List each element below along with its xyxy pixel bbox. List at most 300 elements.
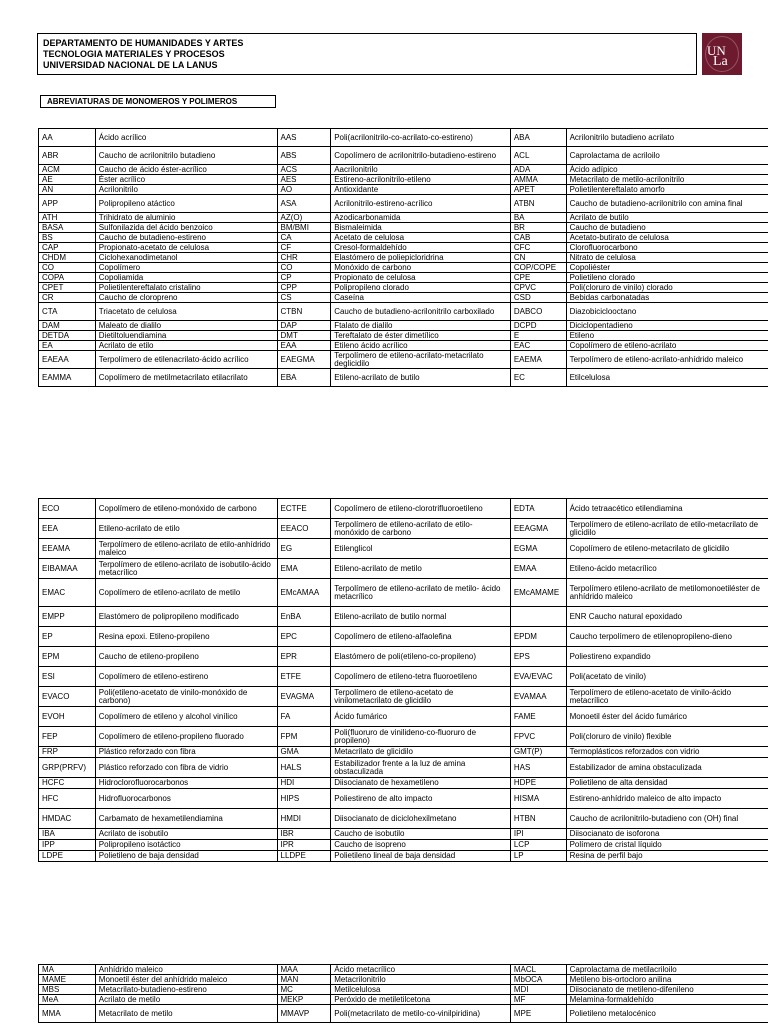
table-row <box>39 175 768 185</box>
abbreviations-table-2 <box>38 498 768 862</box>
abbr-code: LDPE <box>39 851 96 862</box>
abbr-meaning: Caucho de cloropreno <box>95 293 277 303</box>
table-row <box>39 519 768 539</box>
abbr-meaning: Termoplásticos reforzados con vidrio <box>566 747 768 758</box>
abbr-code: ESI <box>39 667 96 687</box>
abbr-meaning: Ácido fumárico <box>331 707 511 727</box>
abbr-meaning: Etilenglicol <box>331 539 511 559</box>
abbr-meaning: Caucho de etileno-propileno <box>95 647 277 667</box>
abbr-code: MPE <box>510 1005 566 1023</box>
abbr-meaning: Poli(cloruro de vinilo) flexible <box>566 727 768 747</box>
abbr-meaning: Caucho de butadieno <box>566 223 768 233</box>
table-row <box>39 840 768 851</box>
abbr-code: EBA <box>277 369 331 387</box>
abbreviations-table-3 <box>38 964 768 1023</box>
table-row <box>39 607 768 627</box>
abbr-meaning: Metacrilonitrilo <box>331 975 511 985</box>
abbr-meaning: Etileno ácido acrílico <box>331 341 511 351</box>
abbr-code: IPI <box>510 829 566 840</box>
abbr-code: ACM <box>39 165 96 175</box>
abbr-meaning: Acrilonitrilo <box>95 185 277 195</box>
abbr-code: COPA <box>39 273 96 283</box>
abbr-meaning: Terpolímero de etileno-acrilato de isobutilo-ácido metacrílico <box>95 559 277 579</box>
table-row <box>39 283 768 293</box>
abbr-meaning: Etileno-acrilato de butilo normal <box>331 607 511 627</box>
abbr-meaning: Caucho de ácido éster-acrílico <box>95 165 277 175</box>
abbr-code: EPDM <box>510 627 566 647</box>
abbr-code: GRP(PRFV) <box>39 758 96 778</box>
table-row <box>39 195 768 213</box>
abbr-code: ASA <box>277 195 331 213</box>
abbr-code: ABR <box>39 147 96 165</box>
abbr-code: MAA <box>277 965 331 975</box>
abbr-meaning: Terpolímero de etileno-acrilato de etilo-monóxido de carbono <box>331 519 511 539</box>
abbr-code: E <box>510 331 566 341</box>
abbr-code: EEACO <box>277 519 331 539</box>
abbr-meaning: Ciclohexanodimetanol <box>95 253 277 263</box>
abbr-code: CAP <box>39 243 96 253</box>
table-row <box>39 747 768 758</box>
abbr-code: CS <box>277 293 331 303</box>
abbr-meaning: Ácido adípico <box>566 165 768 175</box>
abbr-meaning: Carbamato de hexametilendiamina <box>95 809 277 829</box>
table-row <box>39 829 768 840</box>
abbr-meaning: Tereftalato de éster dimetílico <box>331 331 511 341</box>
abbr-code: EPS <box>510 647 566 667</box>
abbr-code: BS <box>39 233 96 243</box>
abbr-code: CO <box>277 263 331 273</box>
abbr-code: FPM <box>277 727 331 747</box>
abbr-meaning: Terpolímero de etilenacrilato-ácido acrílico <box>95 351 277 369</box>
abbr-meaning: Terpolímero de etileno-acrilato-anhídrido maleico <box>566 351 768 369</box>
table-row <box>39 165 768 175</box>
abbr-meaning: Estireno-anhídrido maleico de alto impacto <box>566 789 768 809</box>
table-row <box>39 627 768 647</box>
abbr-meaning: Metacrilato de metilo-acrilonitrilo <box>566 175 768 185</box>
abbr-code: ECO <box>39 499 96 519</box>
abbr-code: LLDPE <box>277 851 331 862</box>
abbr-meaning: Resina de perfil bajo <box>566 851 768 862</box>
abbr-meaning: Caucho terpolímero de etilenopropileno-dieno <box>566 627 768 647</box>
abbr-meaning: Diisocianato de isoforona <box>566 829 768 840</box>
table-row <box>39 303 768 321</box>
abbr-code: BM/BMI <box>277 223 331 233</box>
abbr-meaning: Terpolímero de etileno-acetato de vinilometacrilato de glicidilo <box>331 687 511 707</box>
abbr-meaning: Anhídrido maleico <box>95 965 277 975</box>
abbr-meaning: Nitrato de celulosa <box>566 253 768 263</box>
abbr-code: MACL <box>510 965 566 975</box>
abbr-code: EEA <box>39 519 96 539</box>
abbr-code: IBA <box>39 829 96 840</box>
abbr-code: FAME <box>510 707 566 727</box>
abbr-meaning: Poliestireno de alto impacto <box>331 789 511 809</box>
abbr-code: DETDA <box>39 331 96 341</box>
abbr-code: MC <box>277 985 331 995</box>
abbr-meaning: Polietileno clorado <box>566 273 768 283</box>
abbr-meaning: Terpolímero de etileno-acrilato de metilo- ácido metacrílico <box>331 579 511 607</box>
abbr-meaning: Dietiltoluendiamina <box>95 331 277 341</box>
abbr-meaning: Melamina-formaldehído <box>566 995 768 1005</box>
abbr-code: EnBA <box>277 607 331 627</box>
table-row <box>39 213 768 223</box>
abbr-code: ATBN <box>510 195 566 213</box>
abbr-meaning: Copolímero de etileno-acrilato de metilo <box>95 579 277 607</box>
abbr-meaning: Polietileno de alta densidad <box>566 778 768 789</box>
abbr-code: MEKP <box>277 995 331 1005</box>
table-row <box>39 293 768 303</box>
abbr-code: FEP <box>39 727 96 747</box>
table-row <box>39 499 768 519</box>
table-row <box>39 243 768 253</box>
university-logo <box>702 33 742 75</box>
abbr-meaning: Polímero de cristal líquido <box>566 840 768 851</box>
abbr-code: IBR <box>277 829 331 840</box>
abbr-meaning: Copolímero de etileno-clorotrifluoroetileno <box>331 499 511 519</box>
abbr-code: EAEMA <box>510 351 566 369</box>
table-row <box>39 185 768 195</box>
abbr-code: EA <box>39 341 96 351</box>
abbr-meaning: Caucho de acrilonitrilo-butadieno con (OH) final <box>566 809 768 829</box>
course-name: TECNOLOGIA MATERIALES Y PROCESOS <box>43 49 225 59</box>
abbr-meaning: Resina epoxi. Etileno-propileno <box>95 627 277 647</box>
abbr-code: MBS <box>39 985 96 995</box>
abbr-meaning: Plástico reforzado con fibra <box>95 747 277 758</box>
abbr-code: AA <box>39 129 96 147</box>
abbr-code: CTA <box>39 303 96 321</box>
abbr-code: EDTA <box>510 499 566 519</box>
abbr-meaning: ENR Caucho natural epoxidado <box>566 607 768 627</box>
abbr-meaning: Aacrilonitrilo <box>331 165 511 175</box>
abbr-meaning: Caprolactama de acriloilo <box>566 147 768 165</box>
abbr-code: ETFE <box>277 667 331 687</box>
abbr-code: EMPP <box>39 607 96 627</box>
abbr-meaning: Acetato-butirato de celulosa <box>566 233 768 243</box>
table-row <box>39 369 768 387</box>
abbr-meaning: Sulfonilazida del ácido benzoico <box>95 223 277 233</box>
abbr-code: EVAMAA <box>510 687 566 707</box>
abbr-meaning: Acrilonitrilo butadieno acrilato <box>566 129 768 147</box>
abbr-meaning: Terpolímero de etileno-acetato de vinilo-ácido metacrílico <box>566 687 768 707</box>
abbr-code: GMT(P) <box>510 747 566 758</box>
abbr-meaning: Copolímero de etileno-propileno fluorado <box>95 727 277 747</box>
abbr-code: FRP <box>39 747 96 758</box>
abbr-meaning: Monoetil éster del ácido fumárico <box>566 707 768 727</box>
abbr-code: CPVC <box>510 283 566 293</box>
abbr-meaning: Éster acrílico <box>95 175 277 185</box>
table-row <box>39 253 768 263</box>
abbr-code: EGMA <box>510 539 566 559</box>
abbr-meaning: Polipropileno atáctico <box>95 195 277 213</box>
abbr-meaning: Copoliéster <box>566 263 768 273</box>
abbr-meaning: Caucho de butadieno-estireno <box>95 233 277 243</box>
abbr-code: DAP <box>277 321 331 331</box>
abbr-meaning: Poli(metacrilato de metilo-co-vinilpiridina) <box>331 1005 511 1023</box>
table-row <box>39 147 768 165</box>
abbr-meaning: Trihidrato de aluminio <box>95 213 277 223</box>
abbr-code: AO <box>277 185 331 195</box>
abbr-meaning: Estireno-acrilonitrilo-etileno <box>331 175 511 185</box>
logo-text-la: La <box>713 54 728 69</box>
abbr-code: MMA <box>39 1005 96 1023</box>
table-row <box>39 707 768 727</box>
abbr-code: CTBN <box>277 303 331 321</box>
abbr-meaning: Estabilizador frente a la luz de amina obstaculizada <box>331 758 511 778</box>
abbr-code: AE <box>39 175 96 185</box>
abbr-meaning: Caucho de butadieno-acrilonitrilo con amina final <box>566 195 768 213</box>
abbr-meaning: Caseína <box>331 293 511 303</box>
abbr-code: ECTFE <box>277 499 331 519</box>
abbr-meaning: Terpolímero de etileno-acrilato de etilo-anhídrido maleico <box>95 539 277 559</box>
abbr-code: CR <box>39 293 96 303</box>
abbr-code: BR <box>510 223 566 233</box>
abbr-code: AMMA <box>510 175 566 185</box>
table-row <box>39 539 768 559</box>
abbr-meaning: Diisocianato de metileno-difenileno <box>566 985 768 995</box>
abbr-code: CHR <box>277 253 331 263</box>
abbr-code: EPM <box>39 647 96 667</box>
abbr-meaning: Copolímero de etileno y alcohol vinílico <box>95 707 277 727</box>
abbr-meaning: Caucho de isopreno <box>331 840 511 851</box>
abbr-meaning: Metacrilato de glicidilo <box>331 747 511 758</box>
abbr-meaning: Terpolímero de etileno-acrilato de etilo-metacrilato de glicidilo <box>566 519 768 539</box>
abbr-meaning: Polietilentereftalato cristalino <box>95 283 277 293</box>
abbr-meaning: Bismaleimida <box>331 223 511 233</box>
abbr-meaning: Etileno-acrilato de metilo <box>331 559 511 579</box>
abbr-meaning: Polietileno de baja densidad <box>95 851 277 862</box>
abbr-code: CA <box>277 233 331 243</box>
abbr-code: MAN <box>277 975 331 985</box>
abbr-code: EMcAMAA <box>277 579 331 607</box>
abbr-code: IPP <box>39 840 96 851</box>
abbr-meaning: Ácido metacrílico <box>331 965 511 975</box>
abbr-code: EMAC <box>39 579 96 607</box>
abbr-meaning: Polietilentereftalato amorfo <box>566 185 768 195</box>
abbr-code: EAEAA <box>39 351 96 369</box>
abbr-code: EAA <box>277 341 331 351</box>
table-row <box>39 995 768 1005</box>
abbr-code: EMA <box>277 559 331 579</box>
abbr-meaning: Poli(fluoruro de vinilideno-co-fluoruro de propileno) <box>331 727 511 747</box>
table-row <box>39 559 768 579</box>
abbr-meaning: Metilcelulosa <box>331 985 511 995</box>
abbr-meaning: Monoetil éster del anhídrido maleico <box>95 975 277 985</box>
abbreviations-table-1 <box>38 128 768 387</box>
abbr-meaning: Metacrilato-butadieno-estireno <box>95 985 277 995</box>
abbr-meaning: Peróxido de metiletilcetona <box>331 995 511 1005</box>
abbr-code: HDPE <box>510 778 566 789</box>
abbr-code: HCFC <box>39 778 96 789</box>
abbr-meaning: Triacetato de celulosa <box>95 303 277 321</box>
abbr-meaning: Copolímero de etileno-monóxido de carbono <box>95 499 277 519</box>
abbr-code: MDI <box>510 985 566 995</box>
abbr-meaning: Etileno-acrilato de butilo <box>331 369 511 387</box>
abbr-code: ACL <box>510 147 566 165</box>
abbr-meaning: Poli(acrilonitrilo-co-acrilato-co-estireno) <box>331 129 511 147</box>
abbr-code: ADA <box>510 165 566 175</box>
abbr-meaning: Diciclopentadieno <box>566 321 768 331</box>
table-row <box>39 809 768 829</box>
abbr-meaning: Poli(acetato de vinilo) <box>566 667 768 687</box>
abbr-meaning: Bebidas carbonatadas <box>566 293 768 303</box>
abbr-meaning: Acrilonitrilo-estireno-acrílico <box>331 195 511 213</box>
abbr-code: BASA <box>39 223 96 233</box>
abbr-meaning: Polietileno lineal de baja densidad <box>331 851 511 862</box>
abbr-meaning: Etileno <box>566 331 768 341</box>
abbr-code: EAEGMA <box>277 351 331 369</box>
table-row <box>39 273 768 283</box>
abbr-code: DABCO <box>510 303 566 321</box>
abbr-meaning: Diisocianato de diciclohexilmetano <box>331 809 511 829</box>
abbr-code: EVOH <box>39 707 96 727</box>
abbr-meaning: Poliestireno expandido <box>566 647 768 667</box>
abbr-meaning: Antioxidante <box>331 185 511 195</box>
abbr-code: HMDAC <box>39 809 96 829</box>
abbr-meaning: Metileno bis-ortocloro anilina <box>566 975 768 985</box>
abbr-meaning: Etileno-acrilato de etilo <box>95 519 277 539</box>
abbr-meaning: Azodicarbonamida <box>331 213 511 223</box>
abbr-code: GMA <box>277 747 331 758</box>
abbr-code: CPET <box>39 283 96 293</box>
table-row <box>39 579 768 607</box>
abbr-meaning: Estabilizador de amina obstaculizada <box>566 758 768 778</box>
abbr-meaning: Etilcelulosa <box>566 369 768 387</box>
abbr-code: DMT <box>277 331 331 341</box>
abbr-code: CP <box>277 273 331 283</box>
abbr-meaning: Elastómero de poli(etileno-co-propileno) <box>331 647 511 667</box>
table-row <box>39 789 768 809</box>
abbr-meaning: Polipropileno isotáctico <box>95 840 277 851</box>
abbr-meaning: Terpolímero etileno-acrilato de metilomonoetiléster de anhídrido maleico <box>566 579 768 607</box>
abbr-code: EVA/EVAC <box>510 667 566 687</box>
abbr-code: DAM <box>39 321 96 331</box>
abbr-meaning: Metacrilato de metilo <box>95 1005 277 1023</box>
abbr-meaning: Hidrofluorocarbonos <box>95 789 277 809</box>
abbr-meaning: Copolímero de etileno-tetra fluoroetileno <box>331 667 511 687</box>
abbr-meaning: Terpolímero de etileno-acrilato-metacrilato deglicidilo <box>331 351 511 369</box>
table-row <box>39 965 768 975</box>
abbr-code: ATH <box>39 213 96 223</box>
abbr-code: EMAA <box>510 559 566 579</box>
abbr-meaning: Monóxido de carbono <box>331 263 511 273</box>
abbr-meaning: Caucho de isobutilo <box>331 829 511 840</box>
table-row <box>39 667 768 687</box>
abbr-code: CPP <box>277 283 331 293</box>
abbr-code: COP/COPE <box>510 263 566 273</box>
table-row <box>39 985 768 995</box>
abbr-code: MbOCA <box>510 975 566 985</box>
abbr-meaning: Acrilato de metilo <box>95 995 277 1005</box>
abbr-meaning: Diazobiciclooctano <box>566 303 768 321</box>
section-title: ABREVIATURAS DE MONOMEROS Y POLIMEROS <box>40 95 276 108</box>
abbr-code: AES <box>277 175 331 185</box>
table-row <box>39 1005 768 1023</box>
logo-text-un: UN <box>707 43 726 58</box>
abbr-meaning: Copolímero <box>95 263 277 273</box>
abbr-code: EAC <box>510 341 566 351</box>
abbr-code: ABS <box>277 147 331 165</box>
university-name: UNIVERSIDAD NACIONAL DE LA LANUS <box>43 60 218 70</box>
abbr-meaning: Caucho de butadieno-acrilonitrilo carboxilado <box>331 303 511 321</box>
abbr-meaning: Copolímero de metilmetacrilato etilacrilato <box>95 369 277 387</box>
abbr-code: CF <box>277 243 331 253</box>
abbr-code: EMcAMAME <box>510 579 566 607</box>
table-row <box>39 851 768 862</box>
abbr-meaning: Cresol-formaldehído <box>331 243 511 253</box>
abbr-meaning: Acrilato de isobutilo <box>95 829 277 840</box>
abbr-code: FA <box>277 707 331 727</box>
abbr-code: DCPD <box>510 321 566 331</box>
abbr-meaning: Acrilato de butilo <box>566 213 768 223</box>
abbr-code: CHDM <box>39 253 96 263</box>
abbr-meaning: Hidroclorofluorocarbonos <box>95 778 277 789</box>
table-row <box>39 129 768 147</box>
table-row <box>39 727 768 747</box>
abbr-code: EC <box>510 369 566 387</box>
abbr-meaning: Polietileno metalocénico <box>566 1005 768 1023</box>
abbr-code: MA <box>39 965 96 975</box>
abbr-meaning: Poli(etileno-acetato de vinilo-monóxido de carbono) <box>95 687 277 707</box>
abbr-code: APP <box>39 195 96 213</box>
abbr-code: CO <box>39 263 96 273</box>
abbr-meaning: Acetato de celulosa <box>331 233 511 243</box>
abbr-code: MAME <box>39 975 96 985</box>
abbr-code: LP <box>510 851 566 862</box>
abbr-meaning: Caprolactama de metilacriloilo <box>566 965 768 975</box>
abbr-code: ABA <box>510 129 566 147</box>
abbr-code: MF <box>510 995 566 1005</box>
table-row <box>39 341 768 351</box>
abbr-code: EG <box>277 539 331 559</box>
abbr-meaning: Etileno-ácido metacrílico <box>566 559 768 579</box>
abbr-meaning: Poli(cloruro de vinilo) clorado <box>566 283 768 293</box>
abbr-meaning: Ftalato de dialilo <box>331 321 511 331</box>
abbr-code: FPVC <box>510 727 566 747</box>
table-row <box>39 975 768 985</box>
abbr-code: HAS <box>510 758 566 778</box>
table-row <box>39 223 768 233</box>
abbr-code: HMDI <box>277 809 331 829</box>
abbr-meaning: Propionato-acetato de celulosa <box>95 243 277 253</box>
abbr-code: MeA <box>39 995 96 1005</box>
abbr-meaning: Copoliamida <box>95 273 277 283</box>
abbr-code: ACS <box>277 165 331 175</box>
table-row <box>39 687 768 707</box>
abbr-code: CSD <box>510 293 566 303</box>
abbr-code: AN <box>39 185 96 195</box>
abbr-meaning: Plástico reforzado con fibra de vidrio <box>95 758 277 778</box>
abbr-code: EPC <box>277 627 331 647</box>
abbr-code: CN <box>510 253 566 263</box>
table-row <box>39 758 768 778</box>
abbr-code: CFC <box>510 243 566 253</box>
abbr-code: EP <box>39 627 96 647</box>
abbr-code: EPR <box>277 647 331 667</box>
abbr-meaning: Elastómero de poliepicloridrina <box>331 253 511 263</box>
header-box <box>37 33 697 75</box>
abbr-code: EVAGMA <box>277 687 331 707</box>
abbr-meaning: Ácido tetraacético etilendiamina <box>566 499 768 519</box>
abbr-meaning: Copolímero de acrilonitrilo-butadieno-estireno <box>331 147 511 165</box>
abbr-code: AZ(O) <box>277 213 331 223</box>
abbr-meaning: Acrilato de etilo <box>95 341 277 351</box>
abbr-meaning: Copolímero de etileno-acrilato <box>566 341 768 351</box>
abbr-code: CPE <box>510 273 566 283</box>
abbr-meaning: Diisocianato de hexametileno <box>331 778 511 789</box>
abbr-code: CAB <box>510 233 566 243</box>
table-row <box>39 647 768 667</box>
abbr-code: AAS <box>277 129 331 147</box>
table-row <box>39 778 768 789</box>
